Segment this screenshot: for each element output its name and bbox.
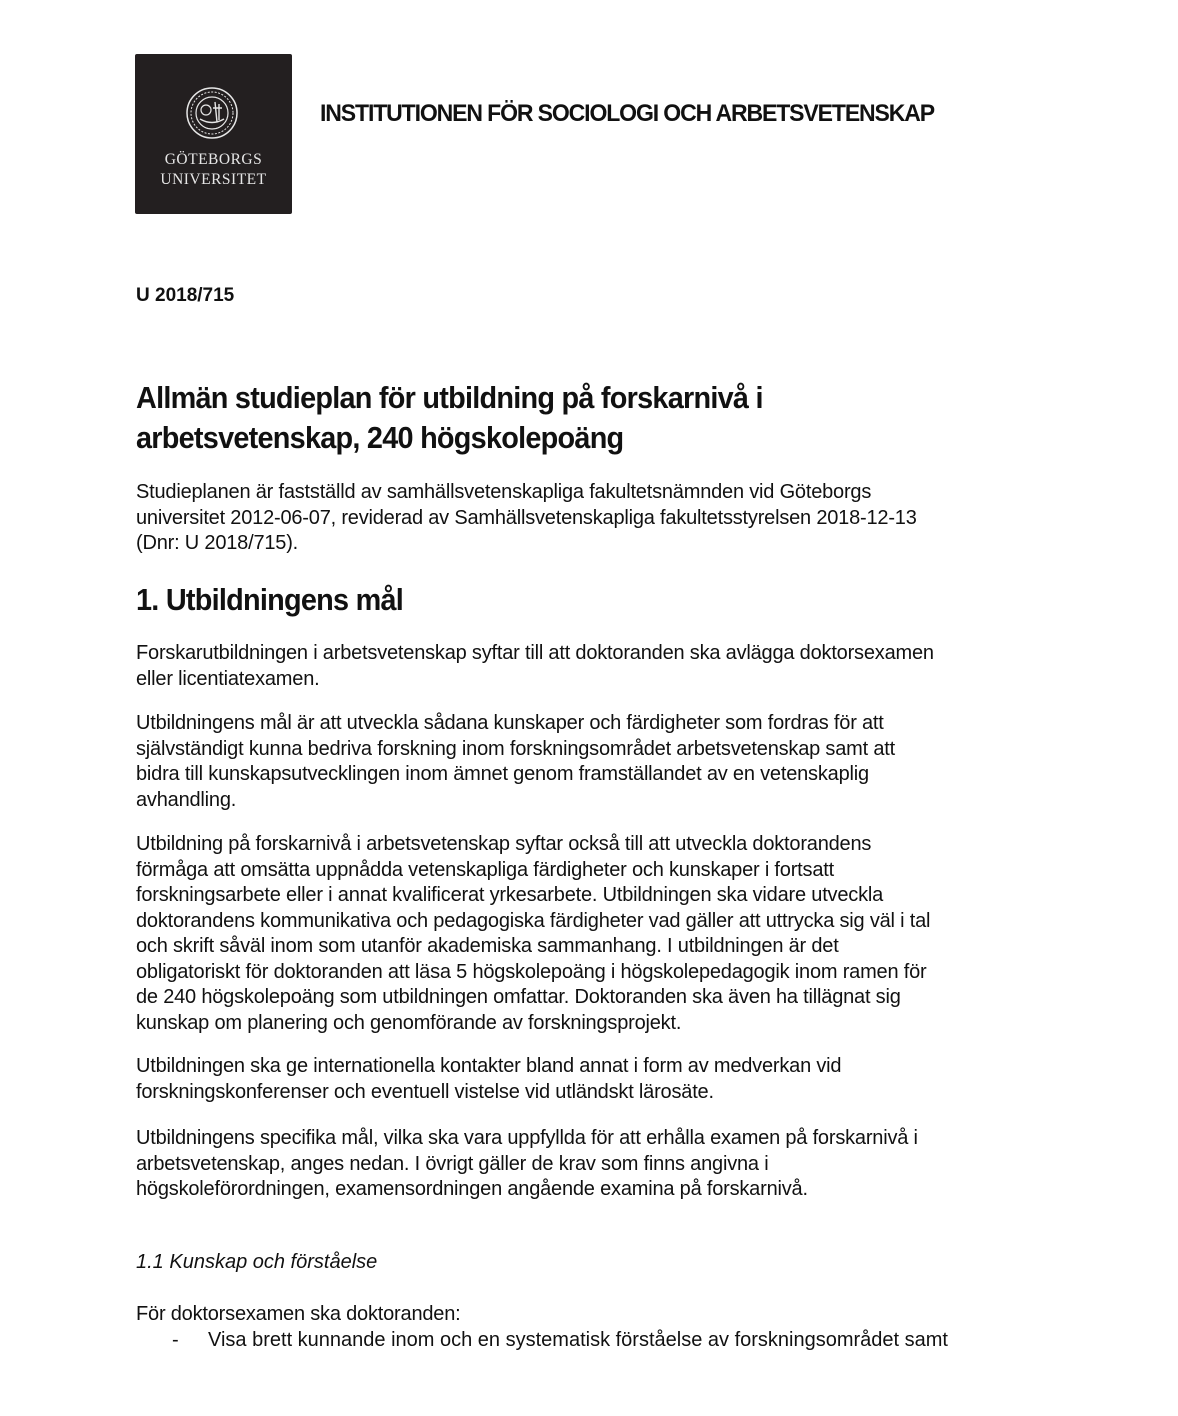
text-line: Utbildningens specifika mål, vilka ska vara uppfyllda för att erhålla examen på forskarnivå i xyxy=(136,1127,918,1149)
intro-paragraph xyxy=(136,480,917,557)
text-line: högskoleförordningen, examensordningen angående examina på forskarnivå. xyxy=(136,1178,808,1200)
text-line: Utbildningen ska ge internationella kontakter bland annat i form av medverkan vid xyxy=(136,1055,842,1077)
paragraph-3 xyxy=(136,832,930,1036)
text-line: bidra till kunskapsutvecklingen inom ämnet genom framställandet av en vetenskaplig xyxy=(136,763,869,785)
text-line: avhandling. xyxy=(136,788,237,811)
text-line: forskningsarbete eller i annat kvalificerat yrkesarbete. Utbildningen ska vidare utveckla xyxy=(136,884,884,906)
text-line: självständigt kunna bedriva forskning inom forskningsområdet arbetsvetenskap samt att xyxy=(136,737,895,760)
text-line: Utbildning på forskarnivå i arbetsvetenskap syftar också till att utveckla doktorandens xyxy=(136,833,872,855)
text-line: eller licentiatexamen. xyxy=(136,667,320,690)
text-line: förmåga att omsätta uppnådda vetenskapliga färdigheter och kunskaper i fortsatt xyxy=(136,858,834,881)
text-line: och skrift såväl inom som utanför akademiska sammanhang. I utbildningen är det xyxy=(136,935,839,957)
text-line: forskningskonferenser och eventuell vistelse vid utländskt lärosäte. xyxy=(136,1080,714,1103)
text-line: obligatoriskt för doktoranden att läsa 5 högskolepoäng i högskolepedagogik inom ramen för xyxy=(136,960,927,983)
list-bullet: - xyxy=(172,1329,179,1351)
title-line: arbetsvetenskap, 240 högskolepoäng xyxy=(136,420,624,455)
text-line: Studieplanen är fastställd av samhällsvetenskapliga fakultetsnämnden vid Göteborgs xyxy=(136,481,872,503)
document-title xyxy=(136,378,763,458)
text-line: (Dnr: U 2018/715). xyxy=(136,532,299,554)
paragraph-2 xyxy=(136,711,895,813)
list-item-text: Visa brett kunnande inom och en systematisk förståelse av forskningsområdet samt xyxy=(208,1329,948,1351)
document-reference: U 2018/715 xyxy=(136,285,235,306)
text-line: de 240 högskolepoäng som utbildningen omfattar. Doktoranden ska även ha tillägnat sig xyxy=(136,986,901,1008)
text-line: kunskap om planering och genomförande av forskningsprojekt. xyxy=(136,1011,682,1034)
university-logo xyxy=(135,54,292,214)
title-line: Allmän studieplan för utbildning på forskarnivå i xyxy=(136,380,763,415)
department-name: INSTITUTIONEN FÖR SOCIOLOGI OCH ARBETSVETENSKAP xyxy=(320,100,935,127)
text-line: universitet 2012-06-07, reviderad av Samhällsvetenskapliga fakultetsstyrelsen 2018-12-13 xyxy=(136,506,917,529)
paragraph-4 xyxy=(136,1054,841,1105)
text-line: Utbildningens mål är att utveckla sådana kunskaper och färdigheter som fordras för att xyxy=(136,712,884,734)
paragraph-5 xyxy=(136,1126,918,1203)
text-line: Forskarutbildningen i arbetsvetenskap syftar till att doktoranden ska avlägga doktorsexamen xyxy=(136,642,934,664)
text-line: arbetsvetenskap, anges nedan. I övrigt gäller de krav som finns angivna i xyxy=(136,1152,769,1175)
logo-line-2: UNIVERSITET xyxy=(160,171,267,188)
logo-line-1: GÖTEBORGS xyxy=(164,151,263,168)
university-seal-icon xyxy=(185,86,239,140)
subsection-heading: 1.1 Kunskap och förståelse xyxy=(136,1251,378,1273)
paragraph-1 xyxy=(136,641,934,692)
list-lead: För doktorsexamen ska doktoranden: xyxy=(136,1303,461,1325)
section-heading-1: 1. Utbildningens mål xyxy=(136,582,404,617)
text-line: doktorandens kommunikativa och pedagogiska färdigheter vad gäller att uttrycka sig väl i tal xyxy=(136,909,931,932)
